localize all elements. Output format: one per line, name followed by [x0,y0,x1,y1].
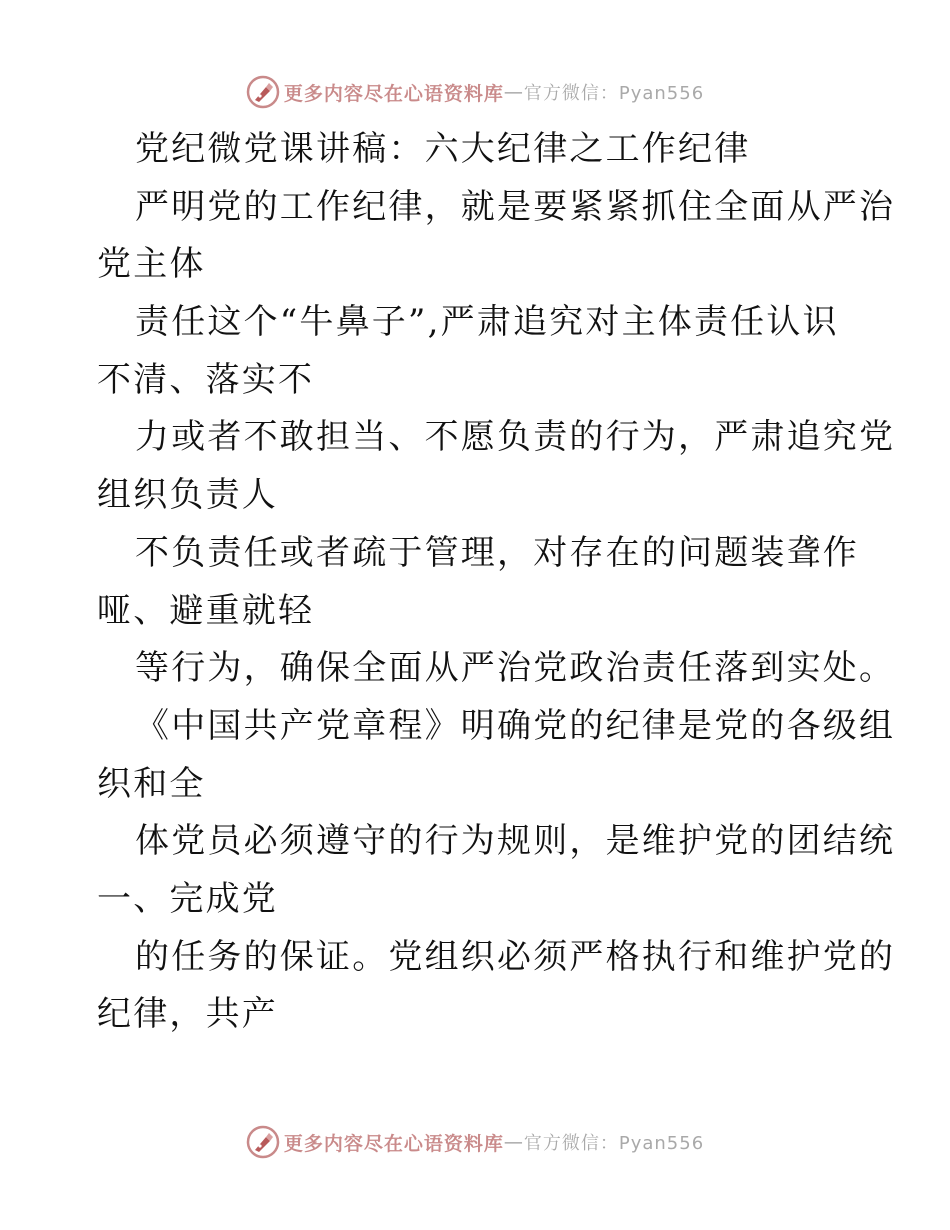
watermark-contact-text: 官方微信：Pyan556 [523,1133,705,1154]
text-line: 组织负责人 [97,475,278,516]
text-line: 哑、避重就轻 [97,590,315,631]
text-line: 不负责任或者疏于管理，对存在的问题装聋作 [135,532,859,573]
header-watermark [0,72,950,112]
document-title: 党纪微党课讲稿：六大纪律之工作纪律 [135,129,751,169]
watermark-contact-text: 官方微信：Pyan556 [523,83,705,104]
text-line: 织和全 [97,763,206,804]
text-line: 的任务的保证。党组织必须严格执行和维护党的 [135,936,896,977]
text-line: 《中国共产党章程》明确党的纪律是党的各级组 [135,705,896,746]
watermark-separator: — [503,1131,524,1153]
watermark-separator: — [503,81,524,103]
footer-watermark [0,1122,950,1162]
text-line: 等行为，确保全面从严治党政治责任落到实处。 [135,648,896,689]
watermark-brand-text: 更多内容尽在心语资料库 [283,1132,504,1155]
pen-nib-logo-icon [246,1125,280,1159]
watermark-brand-text: 更多内容尽在心语资料库 [283,82,504,105]
text-line: 党主体 [97,244,206,285]
text-line: 不清、落实不 [97,359,315,400]
document-body [97,121,896,1044]
text-line: 责任这个“牛鼻子”,严肃追究对主体责任认识 [135,302,839,343]
text-line: 力或者不敢担当、不愿负责的行为，严肃追究党 [135,417,896,458]
text-line: 一、完成党 [97,878,278,919]
pen-nib-logo-icon [246,75,280,109]
text-line: 纪律，共产 [97,994,278,1035]
text-line: 体党员必须遵守的行为规则，是维护党的团结统 [135,821,896,862]
text-line: 严明党的工作纪律，就是要紧紧抓住全面从严治 [135,186,896,227]
